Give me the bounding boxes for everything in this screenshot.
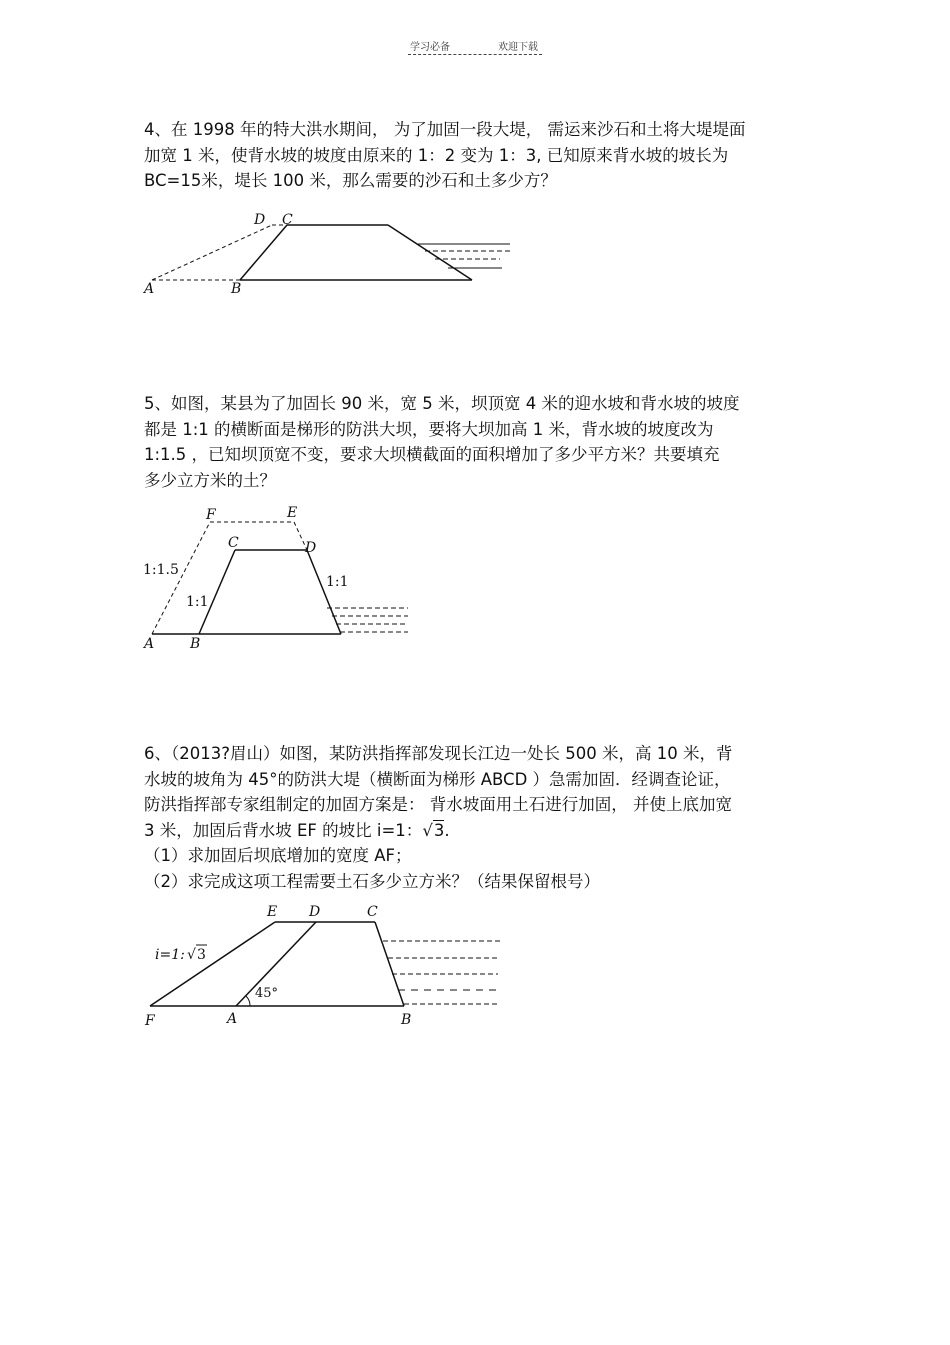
problem-6-line <box>144 818 814 844</box>
label-f: F <box>145 1013 155 1029</box>
problem-6-text <box>144 741 814 894</box>
problem-5-line: 多少立方米的土？ <box>144 470 276 490</box>
label-c: C <box>282 212 293 228</box>
problem-6-line: 防洪指挥部专家组制定的加固方案是： 背水坡面用土石进行加固， 并使上底加宽 <box>144 795 732 814</box>
problem-4-line: 4、在 1998 年的特大洪水期间， 为了加固一段大堤， 需运来沙石和土将大堤堤面 <box>144 120 746 139</box>
problem-4-line: 加宽 1 米，使背水坡的坡度由原来的 1：2 变为 1：3, 已知原来背水坡的坡长为 <box>144 145 729 165</box>
dam-outline <box>199 550 235 634</box>
slope-ratio-left: 1:1 <box>186 594 209 610</box>
angle-label: 45° <box>255 986 279 1001</box>
label-b: B <box>231 281 242 297</box>
embankment-outline <box>240 225 287 280</box>
levee-outline <box>375 922 404 1006</box>
problem-6-line4-prefix: 3 米，加固后背水坡 EF 的坡比 i=1： <box>144 820 423 840</box>
problem-6-figure <box>0 898 520 1038</box>
embankment-outline <box>388 225 472 280</box>
problem-5-line: 5、如图，某县为了加固长 90 米，宽 5 米，坝顶宽 4 米的迎水坡和背水坡的坡度 <box>144 394 740 413</box>
label-a: A <box>144 281 155 297</box>
reinforcement-dashed-line <box>152 225 272 280</box>
slope-ratio-right: 1:1 <box>326 574 349 590</box>
slope-label-prefix: i=1: <box>155 947 185 963</box>
slope-sqrt-sign-icon: √ <box>187 947 196 963</box>
header-left-text: 学习必备 <box>410 42 450 53</box>
sub-question-1: （1）求加固后坝底增加的宽度 AF； <box>144 846 412 865</box>
problem-5-line: 都是 1:1 的横断面是梯形的防洪大坝，要将大坝加高 1 米，背水坡的坡度改为 <box>144 419 714 439</box>
label-e: E <box>267 904 278 920</box>
sub-question-2: （2）求完成这项工程需要土石多少立方米？（结果保留根号） <box>144 871 600 891</box>
label-a: A <box>144 636 155 652</box>
slope-ratio-outer: 1:1.5 <box>143 562 179 578</box>
sqrt-sign-icon: √ <box>422 820 433 840</box>
label-b: B <box>401 1012 412 1028</box>
slope-sqrt-radicand: 3 <box>197 947 206 963</box>
problem-6-line: 6、（2013?眉山）如图，某防洪指挥部发现长江边一处长 500 米，高 10 米，背 <box>144 744 733 763</box>
angle-arc <box>246 996 250 1006</box>
problem-5-line: 1:1.5 ，已知坝顶宽不变，要求大坝横截面的面积增加了多少平方米？共要填充 <box>144 445 720 464</box>
label-d: D <box>254 212 266 228</box>
problem-6-line4-suffix: . <box>444 820 450 840</box>
problem-5-text <box>144 391 814 493</box>
raised-dashed-line <box>152 522 210 634</box>
label-b: B <box>190 636 201 652</box>
label-c: C <box>367 904 378 920</box>
label-f: F <box>206 507 216 523</box>
problem-6-line: 水坡的坡角为 45°的防洪大堤（横断面为梯形 ABCD ）急需加固．经调查论证， <box>144 769 731 789</box>
problem-5-figure <box>0 498 430 658</box>
label-e: E <box>287 505 298 521</box>
sqrt-radicand: 3 <box>433 820 445 840</box>
header-divider <box>408 54 542 55</box>
label-c: C <box>228 535 239 551</box>
label-a: A <box>227 1011 238 1027</box>
dam-outline <box>307 550 341 634</box>
header-right-text: 欢迎下载 <box>498 42 538 53</box>
problem-4-text <box>144 117 814 194</box>
label-d: D <box>305 540 317 556</box>
label-d: D <box>309 904 321 920</box>
problem-4-figure <box>0 200 560 310</box>
page-header <box>408 38 542 58</box>
problem-4-line: BC=15米，堤长 100 米，那么需要的沙石和土多少方？ <box>144 171 557 190</box>
